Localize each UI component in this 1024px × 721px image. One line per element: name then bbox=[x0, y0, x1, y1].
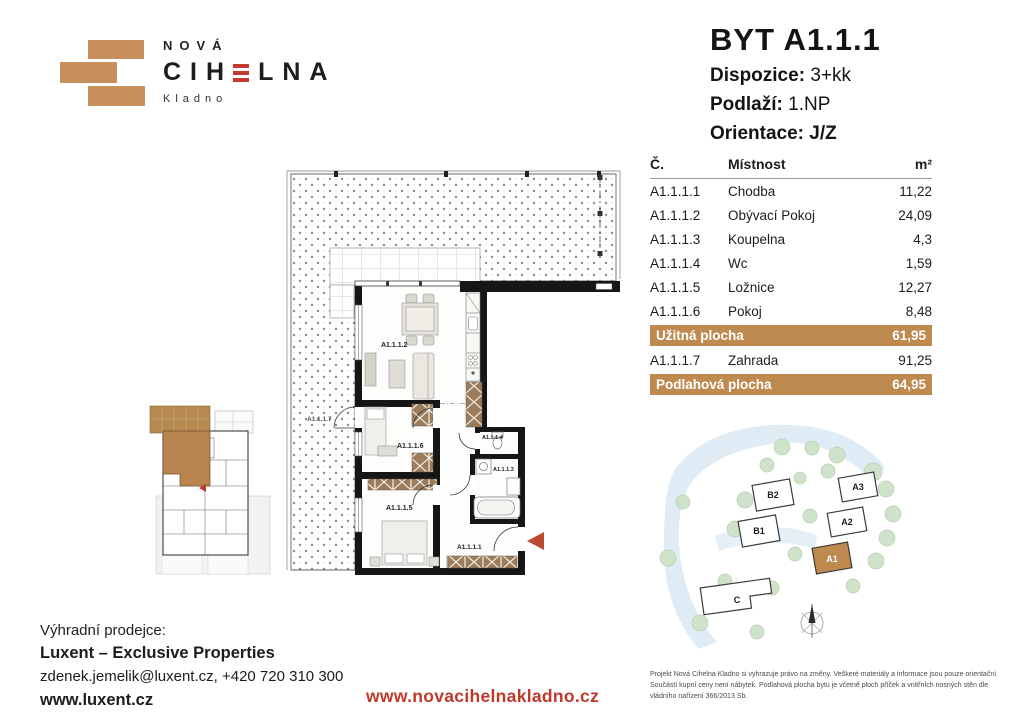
label-bath: A1.1.1.3 bbox=[493, 467, 514, 473]
label-bedroom: A1.1.1.5 bbox=[386, 505, 413, 512]
label-garden: A1.1.1.7 bbox=[307, 416, 332, 423]
label-living: A1.1.1.2 bbox=[381, 342, 408, 349]
room-area-table bbox=[650, 153, 932, 397]
spec-value: J/Z bbox=[809, 123, 837, 144]
col-number: Č. bbox=[650, 156, 664, 172]
brand-main-right: LNA bbox=[258, 58, 337, 86]
table-row: A1.1.1.5 Ložnice 12,27 bbox=[650, 279, 932, 295]
unit-header bbox=[710, 22, 1010, 145]
seller-contact[interactable]: zdenek.jemelik@luxent.cz, +420 720 310 300 bbox=[40, 667, 344, 685]
total-usable-row: Užitná plocha 61,95 bbox=[650, 325, 932, 346]
brand-e-icon bbox=[233, 64, 249, 82]
table-row: A1.1.1.6 Pokoj 8,48 bbox=[650, 303, 932, 319]
compass-icon bbox=[801, 604, 823, 638]
spec-value: 3+kk bbox=[810, 65, 851, 86]
brick-shape bbox=[88, 86, 145, 106]
nova-cihelna-logo bbox=[60, 38, 350, 116]
logo-text bbox=[163, 38, 336, 105]
table-header bbox=[650, 153, 932, 179]
table-row: A1.1.1.4 Wc 1,59 bbox=[650, 255, 932, 271]
site-label-a2: A2 bbox=[841, 517, 853, 527]
spec-label: Orientace: bbox=[710, 123, 804, 144]
brand-main-left: CIH bbox=[163, 58, 234, 86]
site-label-a3: A3 bbox=[852, 482, 864, 492]
label-wc: A1.1.1.4 bbox=[482, 435, 503, 441]
site-label-b1: B1 bbox=[753, 526, 765, 536]
seller-label: Výhradní prodejce: bbox=[40, 622, 166, 639]
spec-label: Podlaží: bbox=[710, 94, 783, 115]
brick-shape bbox=[60, 62, 117, 83]
site-label-b2: B2 bbox=[767, 490, 779, 500]
spec-dispozice bbox=[710, 65, 1010, 87]
total-floor-row: Podlahová plocha 64,95 bbox=[650, 374, 932, 395]
spec-orientace bbox=[710, 123, 1010, 145]
entry-opening bbox=[518, 527, 525, 551]
brand-main bbox=[163, 58, 336, 87]
seller-block bbox=[40, 623, 343, 708]
entry-arrow bbox=[527, 532, 544, 550]
site-label-a1: A1 bbox=[826, 554, 838, 564]
site-plan bbox=[655, 418, 905, 660]
table-row: A1.1.1.2 Obývací Pokoj 24,09 bbox=[650, 207, 932, 223]
label-room: A1.1.1.6 bbox=[397, 443, 424, 450]
spec-value: 1.NP bbox=[788, 94, 831, 115]
glass-wall bbox=[355, 281, 460, 286]
kitchen bbox=[466, 293, 480, 381]
site-label-c: C bbox=[733, 595, 741, 605]
overview-garden-highlight bbox=[150, 406, 210, 433]
project-website-link[interactable]: www.novacihelnakladno.cz bbox=[366, 686, 600, 706]
table-row-garden: A1.1.1.7 Zahrada 91,25 bbox=[650, 352, 932, 368]
brand-top: NOVÁ bbox=[163, 38, 229, 53]
brand-city: Kladno bbox=[163, 93, 228, 105]
legal-disclaimer: Projekt Nová Cihelna Kladno si vyhrazuje právo na změny. Veškeré materiály a informace jsou pouze orientační. Součástí kupní ceny není nábytek. Podlahová plocha bytu je včetně ploch příček a vnitřních nosných stěn dle vládního nařízení 366/2013 Sb. bbox=[650, 671, 999, 701]
seller-name: Luxent – Exclusive Properties bbox=[40, 644, 275, 662]
floorplan-drawing bbox=[285, 170, 635, 582]
unit-title: BYT A1.1.1 bbox=[710, 22, 881, 57]
brick-shape bbox=[88, 40, 144, 59]
col-area: m² bbox=[914, 156, 932, 172]
col-room: Místnost bbox=[728, 156, 786, 172]
table-row: A1.1.1.1 Chodba 11,22 bbox=[650, 183, 932, 199]
overview-plan bbox=[138, 398, 273, 613]
label-hall: A1.1.1.1 bbox=[457, 544, 482, 551]
seller-website-link[interactable]: www.luxent.cz bbox=[40, 690, 154, 709]
table-row: A1.1.1.3 Koupelna 4,3 bbox=[650, 231, 932, 247]
spec-podlazi bbox=[710, 94, 1010, 116]
spec-label: Dispozice: bbox=[710, 65, 806, 86]
